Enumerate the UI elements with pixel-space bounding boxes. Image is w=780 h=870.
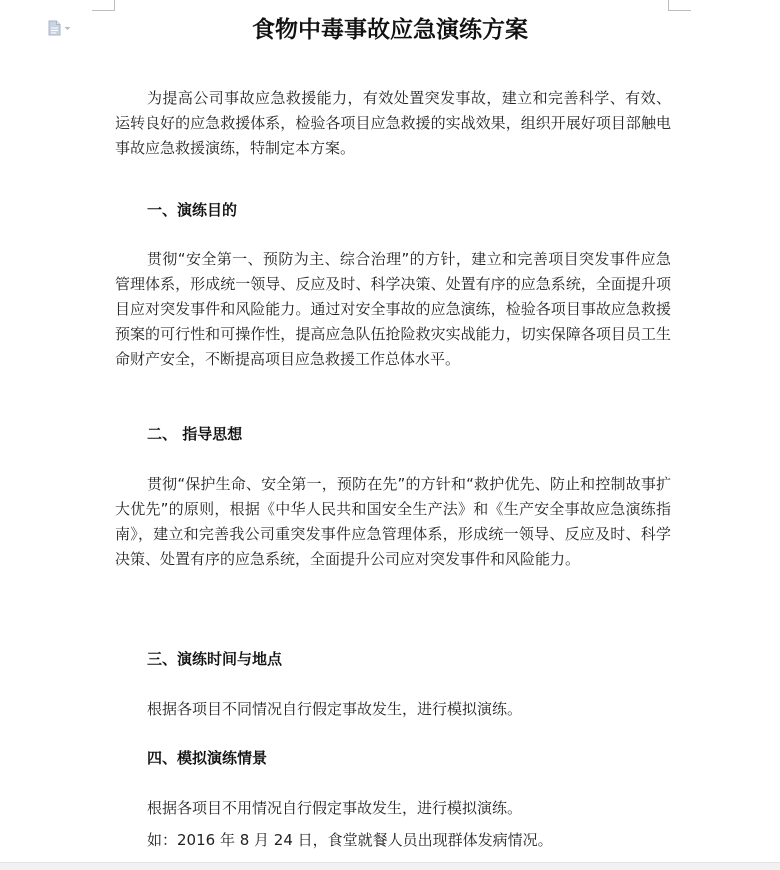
intro-paragraph: 为提高公司事故应急救援能力，有效处置突发事故，建立和完善科学、有效、运转良好的应急救援体系，检验各项目应急救援的实战效果，组织开展好项目部触电事故应急救援演练，特制定本方案。: [115, 89, 671, 157]
section-example-scenario: 如：2016 年 8 月 24 日，食堂就餐人员出现群体发病情况。: [147, 831, 553, 849]
section-heading-time-place: 三、演练时间与地点: [147, 650, 283, 668]
section-body-time-place: 根据各项目不同情况自行假定事故发生，进行模拟演练。: [147, 700, 523, 718]
margin-corner-mark-left: [92, 0, 115, 11]
section-heading-purpose: 一、演练目的: [147, 201, 238, 219]
section-body-scenario: 根据各项目不用情况自行假定事故发生，进行模拟演练。: [147, 799, 523, 817]
section-heading-guidance: 二、 指导思想: [147, 425, 243, 443]
section-body-guidance: 贯彻“保护生命、安全第一，预防在先”的方针和“救护优先、防止和控制故事扩大优先”的原则，根据《中华人民共和国安全生产法》和《生产安全事故应急演练指南》，建立和完善我公司重突发事件应急管理体系，形成统一领导、反应及时、科学决策、处置有序的应急系统，全面提升公司应对突发事件和风险能力。: [115, 475, 671, 568]
section-body-purpose: 贯彻“安全第一、预防为主、综合治理”的方针，建立和完善项目突发事件应急管理体系，形成统一领导、反应及时、科学决策、处置有序的应急系统，全面提升项目应对突发事件和风险能力。通过对安全事故的应急演练，检验各项目事故应急救援预案的可行性和可操作性，提高应急队伍抢险救灾实战能力，切实保障各项目员工生命财产安全，不断提高项目应急救援工作总体水平。: [115, 250, 671, 368]
bottom-page-gap: [0, 862, 780, 870]
section-heading-scenario: 四、模拟演练情景: [147, 749, 268, 767]
margin-corner-mark-right: [668, 0, 691, 11]
document-title: 食物中毒事故应急演练方案: [252, 16, 528, 43]
